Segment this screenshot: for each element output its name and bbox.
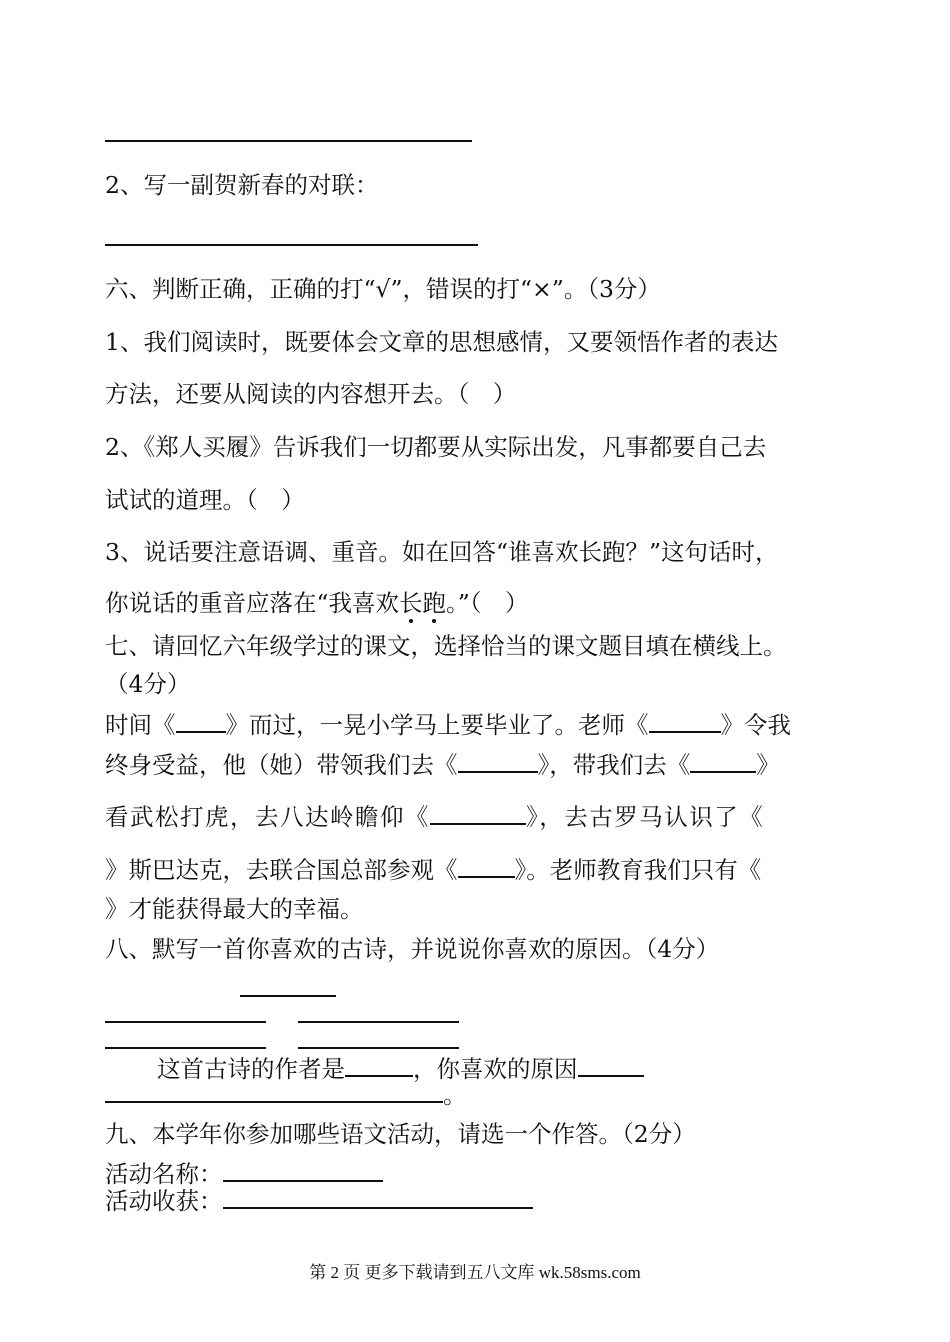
- s6-item-2a: 2、《郑人买履》告诉我们一切都要从实际出发，凡事都要自己去: [105, 433, 767, 461]
- s8-author-line: 这首古诗的作者是 ，你喜欢的原因: [157, 1053, 644, 1084]
- poem-line: [298, 1047, 459, 1049]
- s8-reason-line: 。: [105, 1079, 467, 1110]
- fill-blank[interactable]: [458, 749, 538, 773]
- answer-line: [105, 140, 472, 142]
- activity-name-blank[interactable]: [223, 1158, 383, 1182]
- section-6-title: 六、判断正确，正确的打“√”，错误的打“×”。（3分）: [105, 275, 661, 303]
- s6-item-3b: 你说话的重音应落在“我喜欢长跑。”（ ）: [105, 589, 529, 617]
- poem-line: [105, 1047, 266, 1049]
- page-footer: 第 2 页 更多下载请到五八文库 wk.58sms.com: [309, 1263, 641, 1282]
- poem-title-line: [240, 995, 336, 997]
- poem-line: [298, 1021, 459, 1023]
- poem-line: [105, 1021, 266, 1023]
- answer-line: [105, 244, 478, 246]
- s7-line-5: 》才能获得最大的幸福。: [105, 895, 364, 923]
- emphasis-char: 长: [399, 589, 423, 617]
- s6-item-1a: 1、我们阅读时，既要体会文章的思想感情，又要领悟作者的表达: [105, 328, 778, 356]
- fill-blank[interactable]: [690, 749, 756, 773]
- fill-blank[interactable]: [649, 709, 721, 733]
- fill-blank[interactable]: [176, 709, 226, 733]
- section-9-title: 九、本学年你参加哪些语文活动，请选一个作答。（2分）: [105, 1120, 696, 1148]
- s7-line-2: 终身受益，他（她）带领我们去《 》，带我们去《 》: [105, 751, 780, 779]
- s6-item-2b: 试试的道理。（ ）: [105, 486, 305, 514]
- s9-name-line: 活动名称：: [105, 1158, 383, 1189]
- emphasis-char: 跑: [422, 589, 447, 617]
- fill-blank[interactable]: [458, 854, 515, 878]
- fill-blank[interactable]: [105, 1079, 443, 1103]
- s7-line-3: 看武松打虎，去八达岭瞻仰《 》，去古罗马认识了《: [105, 803, 765, 831]
- section-8-title: 八、默写一首你喜欢的古诗，并说说你喜欢的原因。（4分）: [105, 935, 720, 963]
- section-7-score: （4分）: [105, 670, 191, 698]
- s7-line-1: 时间《 》而过，一晃小学马上要毕业了。老师《 》令我: [105, 711, 791, 739]
- activity-gain-blank[interactable]: [223, 1185, 533, 1209]
- fill-blank[interactable]: [430, 801, 526, 825]
- fill-blank[interactable]: [578, 1053, 644, 1077]
- s7-line-4: 》斯巴达克，去联合国总部参观《 》。老师教育我们只有《: [105, 856, 762, 884]
- s6-item-1b: 方法，还要从阅读的内容想开去。（ ）: [105, 380, 517, 408]
- q5-item-2: 2、写一副贺新春的对联：: [105, 171, 379, 199]
- s6-item-3a: 3、说话要注意语调、重音。如在回答“谁喜欢长跑？”这句话时，: [105, 538, 779, 566]
- fill-blank[interactable]: [345, 1053, 413, 1077]
- s9-gain-line: 活动收获：: [105, 1185, 533, 1216]
- section-7-title: 七、请回忆六年级学过的课文，选择恰当的课文题目填在横线上。: [105, 632, 787, 660]
